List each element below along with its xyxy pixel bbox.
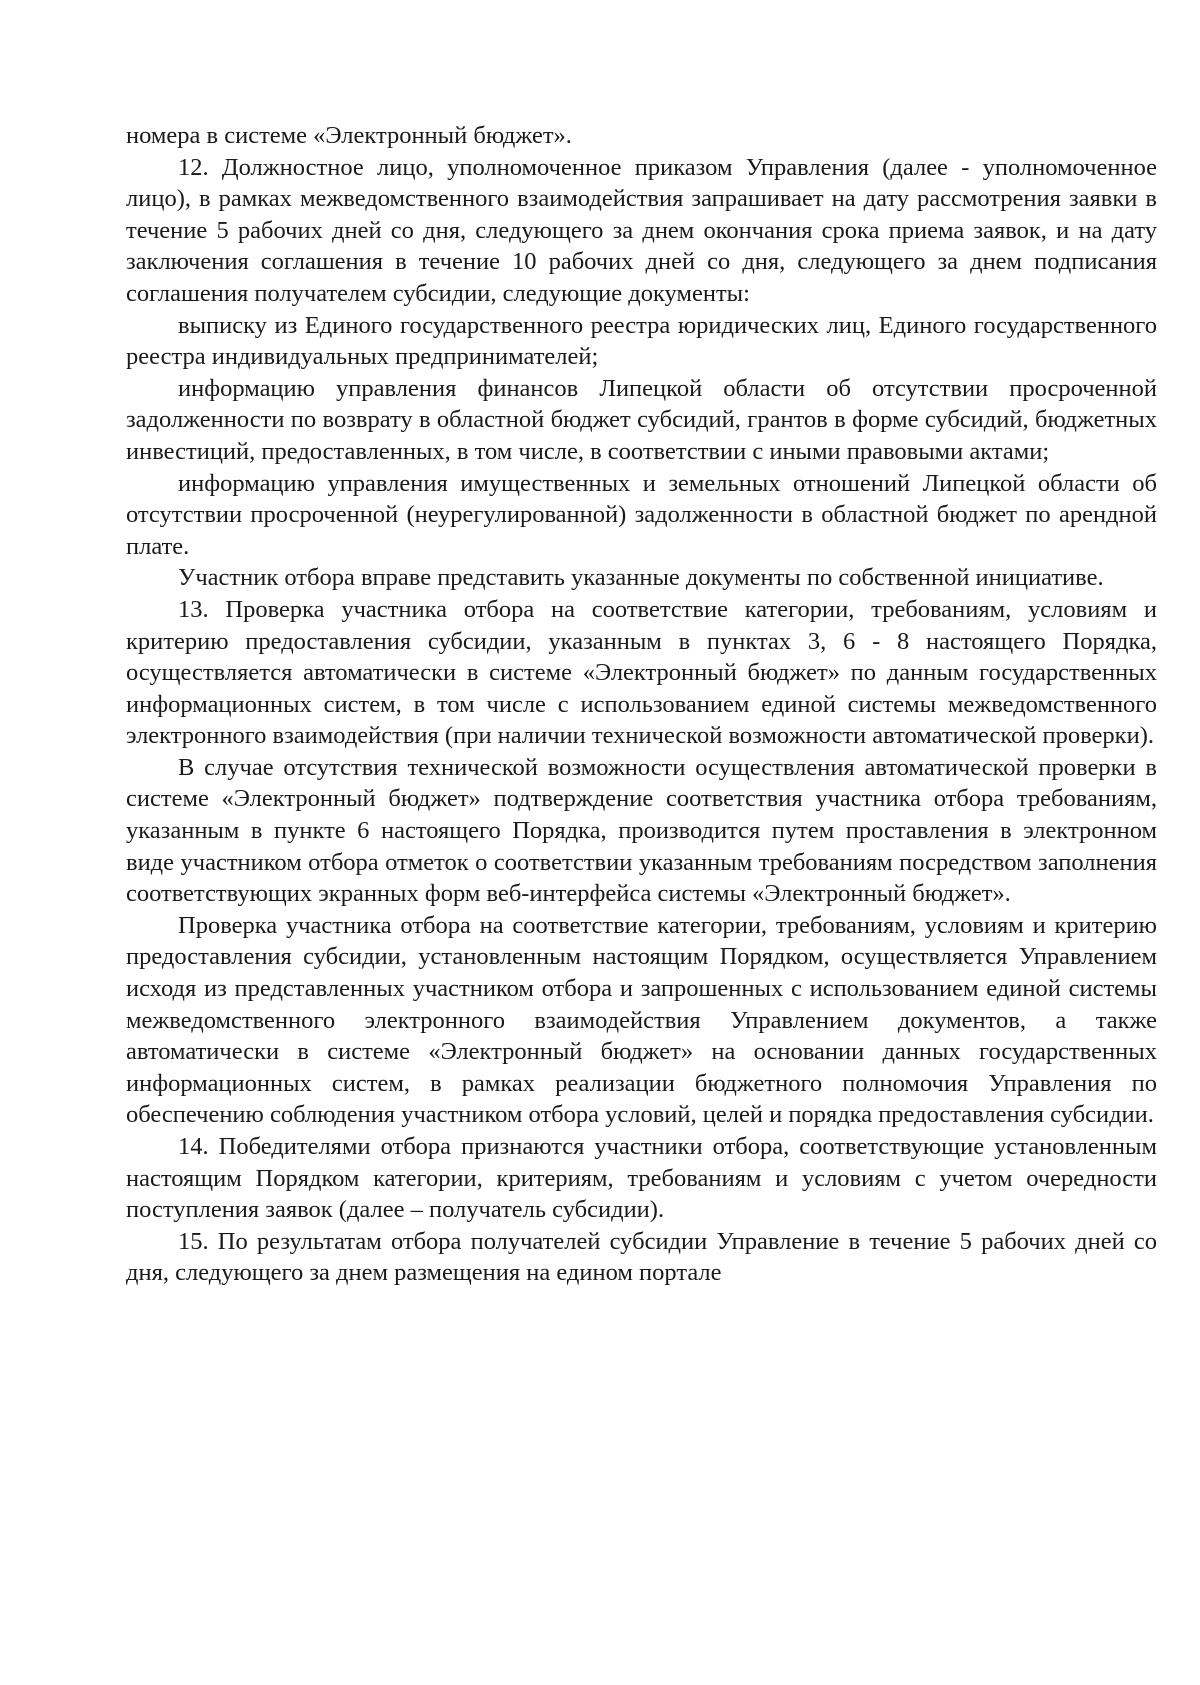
paragraph-item-15: 15. По результатам отбора получателей субсидии Управление в течение 5 рабочих дней со дня, следующего за днем размещения на едином портале (126, 1227, 1157, 1287)
document-page (126, 120, 1157, 1289)
paragraph-continuation: номера в системе «Электронный бюджет». (126, 122, 572, 149)
paragraph-item-13: 13. Проверка участника отбора на соответствие категории, требованиям, условиям и критерию предоставления субсидии, указанным в пунктах 3, 6 - 8 настоящего Порядка, осуществляется автоматически в системе «Электронный бюджет» по данным государственных информационных систем, в том числе с использованием единой системы межведомственного электронного взаимодействия (при наличии технической возможности автоматической проверки). (126, 595, 1157, 750)
paragraph-egrul-extract: выписку из Единого государственного реестра юридических лиц, Единого государственного реестра индивидуальных предпринимателей; (126, 311, 1157, 371)
paragraph-verification: Проверка участника отбора на соответствие категории, требованиям, условиям и критерию предоставления субсидии, установленным настоящим Порядком, осуществляется Управлением исходя из представленных участником отбора и запрошенных с использованием единой системы межведомственного электронного взаимодействия Управлением документов, а также автоматически в системе «Электронный бюджет» на основании данных государственных информационных систем, в рамках реализации бюджетного полномочия Управления по обеспечению соблюдения участником отбора условий, целей и порядка предоставления субсидии. (126, 911, 1157, 1129)
paragraph-item-12: 12. Должностное лицо, уполномоченное приказом Управления (далее - уполномоченное лицо), в рамках межведомственного взаимодействия запрашивает на дату рассмотрения заявки в течение 5 рабочих дней со дня, следующего за днем окончания срока приема заявок, и на дату заключения соглашения в течение 10 рабочих дней со дня, следующего за днем подписания соглашения получателем субсидии, следующие документы: (126, 153, 1157, 307)
paragraph-property-info: информацию управления имущественных и земельных отношений Липецкой области об отсутствии просроченной (неурегулированной) задолженности в областной бюджет по арендной плате. (126, 469, 1157, 560)
paragraph-own-initiative: Участник отбора вправе представить указанные документы по собственной инициативе. (178, 564, 1104, 592)
paragraph-finance-info: информацию управления финансов Липецкой области об отсутствии просроченной задолженности по возврату в областной бюджет субсидий, грантов в форме субсидий, бюджетных инвестиций, предоставленных, в том числе, в соответствии с иными правовыми актами; (126, 374, 1157, 465)
paragraph-no-technical-possibility: В случае отсутствия технической возможности осуществления автоматической проверки в системе «Электронный бюджет» подтверждение соответствия участника отбора требованиям, указанным в пункте 6 настоящего Порядка, производится путем проставления в электронном виде участником отбора отметок о соответствии указанным требованиям посредством заполнения соответствующих экранных форм веб-интерфейса системы «Электронный бюджет». (126, 753, 1157, 908)
paragraph-item-14: 14. Победителями отбора признаются участники отбора, соответствующие установленным настоящим Порядком категории, критериям, требованиям и условиям с учетом очередности поступления заявок (далее – получатель субсидии). (126, 1133, 1157, 1224)
